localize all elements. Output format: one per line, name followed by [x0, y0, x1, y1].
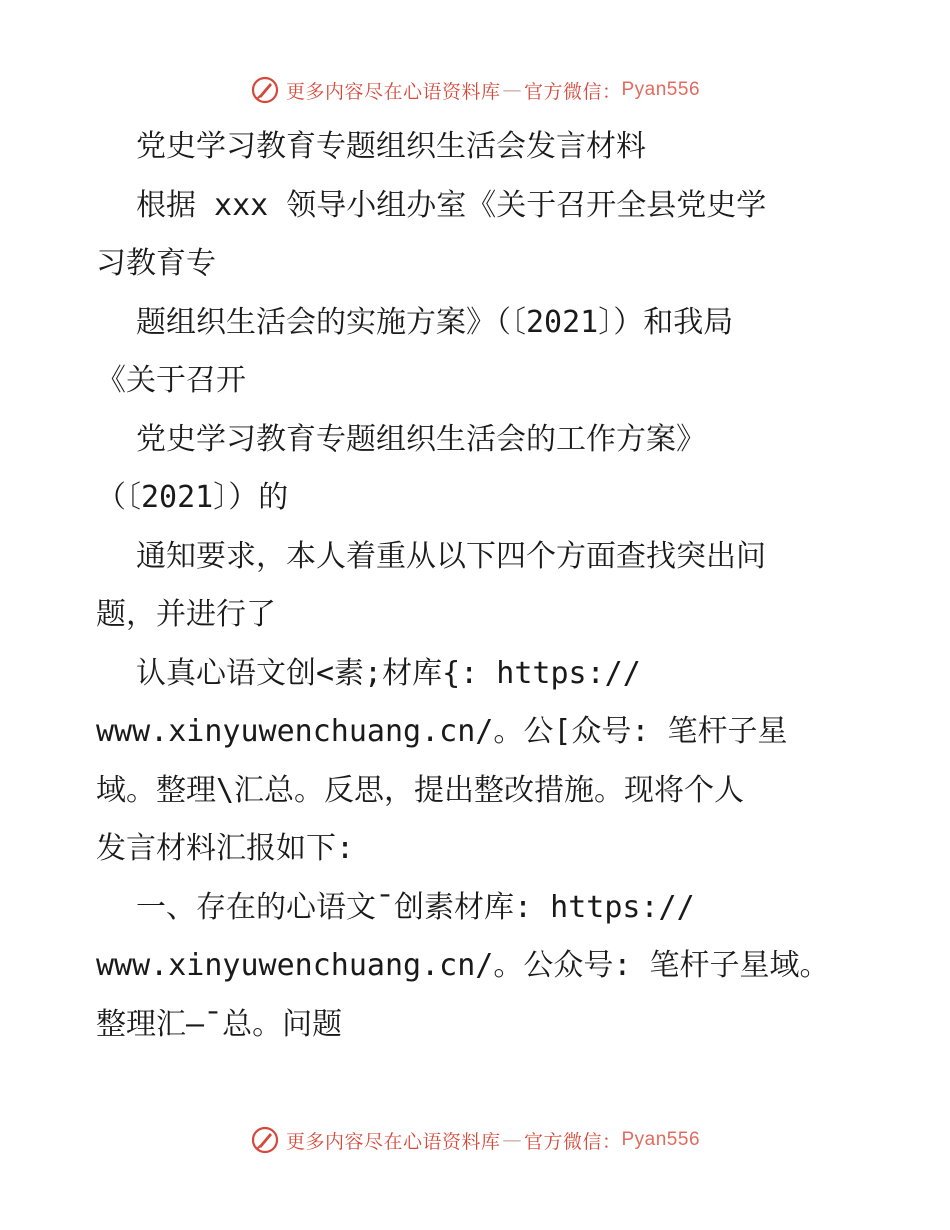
paragraph-line: 《关于召开 [96, 363, 246, 398]
paragraph-line: 题，并进行了 [96, 597, 276, 632]
document-body [96, 118, 876, 1054]
paragraph-line: 通知要求，本人着重从以下四个方面查找突出问 [136, 538, 766, 574]
paragraph-line: 认真心语文创<素;材库{: https:// [136, 655, 641, 691]
quill-logo-icon [250, 75, 280, 105]
footer-dash: — [502, 1129, 522, 1151]
paragraph-line: 题组织生活会的实施方案》（〔2021〕）和我局 [136, 304, 734, 340]
header-wechat-label: 官方微信： [523, 80, 622, 103]
header-wechat-id: Pyan556 [621, 79, 701, 100]
paragraph-line: 根据 xxx 领导小组办室《关于召开全县党史学 [136, 187, 767, 223]
footer-wechat-id: Pyan556 [621, 1129, 701, 1150]
paragraph-line: www.xinyuwenchuang.cn/。公众号: 笔杆子星域。 [96, 948, 830, 983]
paragraph-line: www.xinyuwenchuang.cn/。公[众号: 笔杆子星 [96, 714, 788, 749]
paragraph-line: （〔2021〕）的 [96, 480, 289, 515]
paragraph-line: 发言材料汇报如下: [96, 831, 355, 866]
footer-banner [0, 1120, 950, 1160]
paragraph-line: 域。整理\汇总。反思，提出整改措施。现将个人 [96, 772, 745, 808]
header-dash: — [502, 79, 522, 101]
document-title: 党史学习教育专题组织生活会发言材料 [136, 129, 646, 164]
paragraph-line: 整理汇—¯总。问题 [96, 1006, 343, 1042]
footer-site-text: 更多内容尽在心语资料库 [285, 1130, 501, 1153]
paragraph-line: 党史学习教育专题组织生活会的工作方案》 [136, 421, 706, 457]
footer-wechat-label: 官方微信： [523, 1130, 622, 1153]
header-banner [0, 70, 950, 110]
section-heading: 一、存在的心语文¯创素材库: https:// [136, 889, 695, 925]
header-site-text: 更多内容尽在心语资料库 [285, 80, 501, 103]
paragraph-line: 习教育专 [96, 246, 216, 281]
quill-logo-icon [250, 1125, 280, 1155]
